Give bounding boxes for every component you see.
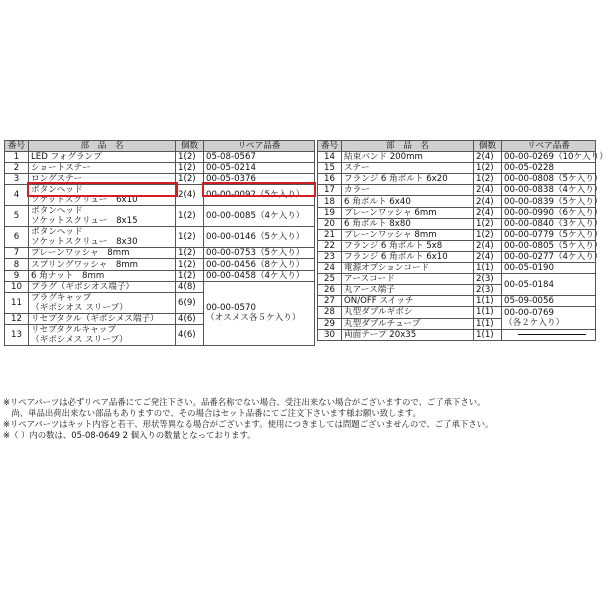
part-qty: 2(3) <box>474 274 502 285</box>
part-name: 6 角ボルト 6x40 <box>342 196 474 207</box>
table-row <box>318 274 596 285</box>
part-qty: 1(2) <box>176 270 204 281</box>
table-row <box>318 163 596 174</box>
part-name-line: （ギボシオス スリーブ） <box>31 302 128 313</box>
part-name: アースコード <box>342 274 474 285</box>
part-name-line: ロングステー <box>31 174 83 185</box>
repair-number: 00-00-0779（5ケ入り） <box>502 229 596 240</box>
table-row <box>318 251 596 262</box>
repair-number: 00-00-0146（5ケ入り） <box>204 227 315 248</box>
part-qty: 1(2) <box>176 227 204 248</box>
note-line: ※リペアパーツはキット内容と若干、形状等異なる場合がございます。使用につきましては問題ございませんので、ご了承下さい。 <box>3 419 494 429</box>
table-row <box>5 281 315 292</box>
part-name: 6 角ボルト 8x80 <box>342 218 474 229</box>
part-number: 7 <box>5 248 29 259</box>
part-name-line: ボタンヘッド <box>31 227 83 238</box>
notes-section <box>3 397 597 441</box>
part-qty: 4(8) <box>176 281 204 292</box>
part-name <box>29 324 176 345</box>
table-row <box>5 174 315 185</box>
part-qty: 2(4) <box>474 207 502 218</box>
part-qty: 1(2) <box>176 152 204 163</box>
part-number: 5 <box>5 206 29 227</box>
part-number: 12 <box>5 313 29 324</box>
part-qty: 2(4) <box>474 152 502 163</box>
repair-number-merged <box>204 281 315 345</box>
note-line: ※リペアパーツは必ずリペア品番にてご発注下さい。品番名称でない場合、受注出来ない場合がございますので、ご了承下さい。 <box>3 397 486 407</box>
table-row <box>318 263 596 274</box>
part-qty: 2(4) <box>474 251 502 262</box>
table-row <box>318 329 596 340</box>
header-repair: リペア品番 <box>204 141 315 152</box>
part-qty: 4(6) <box>176 313 204 324</box>
table-row <box>318 296 596 307</box>
part-name-line: ソケットスクリュー 6x10 <box>31 195 138 206</box>
header-repair: リペア品番 <box>502 141 596 152</box>
repair-number: 00-05-0184 <box>502 274 596 296</box>
part-name-line: ソケットスクリュー 8x30 <box>31 237 138 248</box>
part-name-line: （ギボシメス スリーブ） <box>31 334 128 345</box>
part-name-line: ソケットスクリュー 8x15 <box>31 216 138 227</box>
repair-number: 05-08-0567 <box>204 152 315 163</box>
part-name: カラー <box>342 185 474 196</box>
part-qty: 1(2) <box>176 163 204 174</box>
repair-number: 00-00-0839（5ケ入り） <box>502 196 596 207</box>
part-name <box>29 206 176 227</box>
table-row <box>5 152 315 163</box>
table-row <box>5 248 315 259</box>
part-name: プレーンワッシャ 8mm <box>342 229 474 240</box>
part-number: 10 <box>5 281 29 292</box>
part-qty: 2(4) <box>474 240 502 251</box>
part-name: 丸型ダブルチューブ <box>342 318 474 329</box>
part-qty: 1(2) <box>474 174 502 185</box>
no-repair-dash <box>518 334 586 335</box>
table-row <box>318 207 596 218</box>
part-name-line: ショートステー <box>31 163 91 174</box>
part-name: フランジ 6 角ボルト 6x10 <box>342 251 474 262</box>
part-name <box>29 163 176 174</box>
part-name-line: リセプタクル（ギボシメス端子） <box>31 313 159 324</box>
table-row <box>5 206 315 227</box>
repair-number: 00-00-0753（5ケ入り） <box>204 248 315 259</box>
table-row <box>5 259 315 270</box>
part-name: プレーンワッシャ 6mm <box>342 207 474 218</box>
part-name <box>29 185 176 206</box>
repair-note: （各２ケ入り） <box>504 318 565 328</box>
part-number: 20 <box>318 218 342 229</box>
repair-number: 00-05-0190 <box>502 263 596 274</box>
part-name-line: プラグ（ギボシオス端子） <box>31 281 135 292</box>
part-qty: 1(1) <box>474 329 502 340</box>
part-qty: 1(2) <box>176 248 204 259</box>
part-name: 丸アース端子 <box>342 285 474 296</box>
parts-table-left <box>4 140 315 346</box>
part-qty: 1(2) <box>176 206 204 227</box>
header-qty: 個数 <box>176 141 204 152</box>
part-number: 14 <box>318 152 342 163</box>
part-name: フランジ 6 角ボルト 5x8 <box>342 240 474 251</box>
repair-number: 00-00-0570 <box>206 303 256 314</box>
parts-table-right <box>317 140 608 341</box>
part-number: 9 <box>5 270 29 281</box>
part-name <box>29 259 176 270</box>
part-number: 6 <box>5 227 29 248</box>
part-name-line: プレーンワッシャ 8mm <box>31 248 130 259</box>
repair-number: 00-05-0228 <box>502 163 596 174</box>
table-header-row <box>318 141 596 152</box>
repair-number: 00-00-0805（5ケ入り） <box>502 240 596 251</box>
part-qty: 2(4) <box>176 185 204 206</box>
part-name <box>29 174 176 185</box>
part-number: 19 <box>318 207 342 218</box>
part-qty: 1(2) <box>474 218 502 229</box>
table-row <box>318 229 596 240</box>
repair-number: 00-00-0269（10ケ入り） <box>502 152 596 163</box>
repair-number-none <box>502 329 596 340</box>
part-number: 30 <box>318 329 342 340</box>
part-name-line: プラグキャップ <box>31 292 92 303</box>
repair-number: 00-00-0990（6ケ入り） <box>502 207 596 218</box>
table-row <box>5 185 315 206</box>
table-row <box>318 218 596 229</box>
part-qty: 2(4) <box>474 185 502 196</box>
part-name: フランジ 6 角ボルト 6x20 <box>342 174 474 185</box>
table-row <box>5 227 315 248</box>
part-name-line: リセプタクルキャップ <box>31 324 116 335</box>
part-name-line: 6 角ナット 8mm <box>31 270 105 281</box>
part-number: 27 <box>318 296 342 307</box>
part-number: 24 <box>318 263 342 274</box>
part-number: 18 <box>318 196 342 207</box>
part-name-line: スプリングワッシャ 8mm <box>31 259 139 270</box>
part-number: 16 <box>318 174 342 185</box>
repair-number: 00-00-0277（4ケ入り） <box>502 251 596 262</box>
part-name: 結束バンド 200mm <box>342 152 474 163</box>
repair-number: 00-00-0085（4ケ入り） <box>204 206 315 227</box>
part-name: ON/OFF スイッチ <box>342 296 474 307</box>
table-row <box>318 185 596 196</box>
part-qty: 4(6) <box>176 324 204 345</box>
part-number: 3 <box>5 174 29 185</box>
part-number: 13 <box>5 324 29 345</box>
part-name-line: ボタンヘッド <box>31 185 83 196</box>
part-number: 1 <box>5 152 29 163</box>
part-qty: 1(2) <box>474 163 502 174</box>
repair-number: 00-00-0456（8ケ入り） <box>204 259 315 270</box>
repair-number: 00-05-0214 <box>204 163 315 174</box>
table-header-row <box>5 141 315 152</box>
part-number: 17 <box>318 185 342 196</box>
part-qty: 1(1) <box>474 263 502 274</box>
repair-number: 00-05-0376 <box>204 174 315 185</box>
repair-number: 00-00-0092（5ケ入り） <box>204 185 315 206</box>
repair-number: 05-09-0056 <box>502 296 596 307</box>
part-name <box>29 152 176 163</box>
part-qty: 1(2) <box>176 259 204 270</box>
part-qty: 1(2) <box>474 229 502 240</box>
part-name <box>29 313 176 324</box>
part-number: 15 <box>318 163 342 174</box>
table-row <box>318 152 596 163</box>
part-qty: 6(9) <box>176 292 204 313</box>
table-row <box>318 174 596 185</box>
header-name: 部 品 名 <box>342 141 474 152</box>
part-number: 4 <box>5 185 29 206</box>
repair-number: 00-00-0769 <box>504 308 554 318</box>
part-qty: 2(4) <box>474 196 502 207</box>
table-row <box>318 307 596 318</box>
part-number: 29 <box>318 318 342 329</box>
part-name <box>29 270 176 281</box>
part-number: 25 <box>318 274 342 285</box>
repair-number-merged <box>502 307 596 329</box>
part-name: ステー <box>342 163 474 174</box>
part-name: 電源オプションコード <box>342 263 474 274</box>
header-no: 番号 <box>5 141 29 152</box>
repair-number: 00-00-0838（4ケ入り） <box>502 185 596 196</box>
repair-number: 00-00-0840（3ケ入り） <box>502 218 596 229</box>
part-number: 22 <box>318 240 342 251</box>
note-line: ※（ ）内の数は、05-08-0649 2 個入りの数量となっております。 <box>3 430 256 440</box>
note-line: 尚、単品出荷出来ない部品もありますので、その場合はセット品番にてご注文下さいます様お願い致します。 <box>3 408 421 418</box>
part-number: 26 <box>318 285 342 296</box>
part-qty: 1(1) <box>474 318 502 329</box>
part-number: 23 <box>318 251 342 262</box>
part-name <box>29 281 176 292</box>
part-qty: 1(1) <box>474 296 502 307</box>
part-number: 2 <box>5 163 29 174</box>
table-row <box>5 163 315 174</box>
header-qty: 個数 <box>474 141 502 152</box>
part-number: 28 <box>318 307 342 318</box>
part-name <box>29 227 176 248</box>
part-qty: 1(1) <box>474 307 502 318</box>
repair-note: （オスメス各５ケ入り） <box>206 313 301 324</box>
part-number: 21 <box>318 229 342 240</box>
header-name: 部 品 名 <box>29 141 176 152</box>
part-name-line: LED フォグランプ <box>31 152 102 163</box>
part-qty: 1(2) <box>176 174 204 185</box>
part-name: 丸型ダブルギボシ <box>342 307 474 318</box>
part-qty: 2(3) <box>474 285 502 296</box>
part-name-line: ボタンヘッド <box>31 206 83 217</box>
part-name: 両面テープ 20x35 <box>342 329 474 340</box>
part-number: 11 <box>5 292 29 313</box>
table-row <box>318 240 596 251</box>
part-number: 8 <box>5 259 29 270</box>
part-name <box>29 292 176 313</box>
table-row <box>318 196 596 207</box>
table-row <box>5 270 315 281</box>
repair-number: 00-00-0458（4ケ入り） <box>204 270 315 281</box>
header-no: 番号 <box>318 141 342 152</box>
part-name <box>29 248 176 259</box>
repair-number: 00-00-0808（5ケ入り） <box>502 174 596 185</box>
